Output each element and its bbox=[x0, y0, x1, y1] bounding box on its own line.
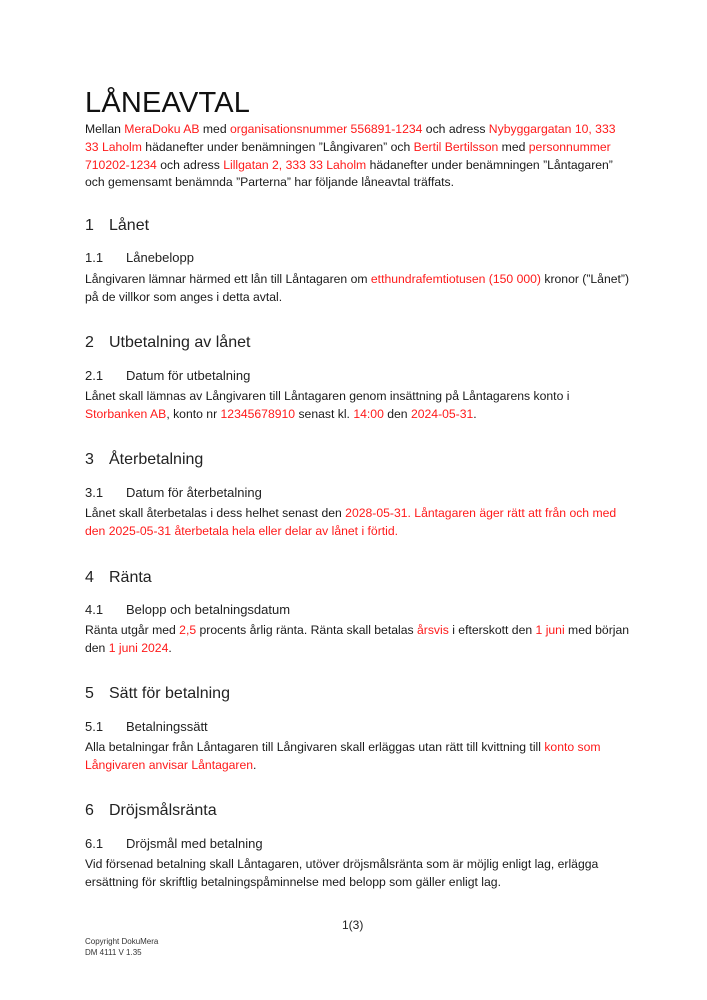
section-number: 4 bbox=[85, 569, 94, 586]
subsection-number: 6.1 bbox=[85, 836, 104, 851]
body-text: . bbox=[168, 640, 172, 655]
body-text: med bbox=[199, 122, 230, 136]
filled-field-text: 12345678910 bbox=[220, 406, 296, 421]
body-text: med bbox=[498, 139, 529, 154]
subsection-number: 3.1 bbox=[85, 485, 104, 500]
body-text: , konto nr bbox=[166, 406, 221, 421]
section-title: Dröjsmålsränta bbox=[109, 802, 217, 819]
section-number: 1 bbox=[85, 217, 94, 234]
subsection-heading bbox=[85, 484, 262, 502]
section-number: 6 bbox=[85, 802, 94, 819]
filled-field-text: årsvis bbox=[416, 623, 449, 637]
body-text: och adress bbox=[156, 157, 224, 172]
subsection-title: Datum för utbetalning bbox=[126, 368, 251, 383]
body-text: den bbox=[383, 406, 411, 421]
body-text: i efterskott den bbox=[448, 623, 536, 637]
subsection-title: Betalningssätt bbox=[126, 719, 208, 734]
section-title: Sätt för betalning bbox=[109, 685, 230, 702]
body-text: och adress bbox=[422, 122, 489, 136]
section-title: Lånet bbox=[109, 217, 150, 234]
subsection-title: Lånebelopp bbox=[126, 250, 194, 265]
body-text: hädanefter under benämningen ”Låntagaren” och gemensamt benämnda ”Parterna” har följande låneavtal träffats. bbox=[85, 157, 613, 190]
copyright-text: Copyright DokuMera bbox=[85, 937, 159, 946]
section-title: Ränta bbox=[109, 569, 152, 586]
intro-paragraph bbox=[85, 121, 630, 192]
filled-field-text: 2028-05-31. Låntagaren äger rätt att från och med den 2025-05-31 återbetala hela eller delar av lånet i förtid. bbox=[85, 506, 617, 538]
section-heading bbox=[85, 216, 149, 236]
section-title: Återbetalning bbox=[109, 451, 204, 468]
document-id: DM 4111 V 1.35 bbox=[85, 948, 142, 957]
section-number: 5 bbox=[85, 685, 94, 702]
filled-field-text: 14:00 bbox=[353, 406, 384, 421]
subsection-number: 4.1 bbox=[85, 602, 104, 617]
section-heading bbox=[85, 568, 152, 588]
body-text: Långivaren lämnar härmed ett lån till Låntagaren om bbox=[85, 272, 371, 286]
body-text: Lånet skall återbetalas i dess helhet senast den bbox=[85, 506, 346, 520]
filled-field-text: Nybyggargatan 10, 333 33 Laholm bbox=[85, 122, 616, 154]
filled-field-text: 2,5 bbox=[179, 623, 197, 637]
filled-field-text: personnummer 710202-1234 bbox=[85, 139, 611, 172]
section-paragraph bbox=[85, 388, 630, 424]
body-text: senast kl. bbox=[295, 406, 354, 421]
body-text: Mellan bbox=[85, 122, 125, 136]
filled-field-text: Lillgatan 2, 333 33 Laholm bbox=[223, 157, 367, 172]
filled-field-text: 2024-05-31 bbox=[410, 406, 474, 421]
subsection-title: Dröjsmål med betalning bbox=[126, 836, 263, 851]
subsection-title: Datum för återbetalning bbox=[126, 485, 262, 500]
filled-field-text: MeraDoku AB bbox=[124, 122, 200, 136]
subsection-heading bbox=[85, 249, 194, 267]
section-heading bbox=[85, 684, 230, 704]
section-heading bbox=[85, 450, 203, 470]
filled-field-text: 1 juni bbox=[535, 623, 565, 637]
filled-field-text: Bertil Bertilsson bbox=[413, 139, 499, 154]
body-text: Lånet skall lämnas av Långivaren till Låntagaren genom insättning på Låntagarens konto i bbox=[85, 389, 570, 403]
section-number: 3 bbox=[85, 451, 94, 468]
document-title: LÅNEAVTAL bbox=[85, 87, 251, 119]
section-paragraph bbox=[85, 505, 630, 541]
section-paragraph bbox=[85, 622, 630, 658]
body-text: procents årlig ränta. Ränta skall betalas bbox=[196, 623, 417, 637]
subsection-number: 2.1 bbox=[85, 368, 104, 383]
subsection-number: 1.1 bbox=[85, 250, 104, 265]
section-heading bbox=[85, 333, 250, 353]
page-number: 1(3) bbox=[342, 918, 364, 932]
body-text: kronor (”Lånet”) på de villkor som anges i detta avtal. bbox=[85, 272, 630, 304]
filled-field-text: Storbanken AB bbox=[85, 406, 167, 421]
subsection-heading bbox=[85, 835, 263, 853]
section-heading bbox=[85, 801, 217, 821]
body-text: . bbox=[253, 757, 257, 772]
filled-field-text: etthundrafemtiotusen (150 000) bbox=[370, 272, 541, 286]
subsection-number: 5.1 bbox=[85, 719, 104, 734]
section-paragraph bbox=[85, 739, 630, 775]
subsection-heading bbox=[85, 718, 208, 736]
subsection-title: Belopp och betalningsdatum bbox=[126, 602, 291, 617]
body-text: hädanefter under benämningen ”Långivaren” och bbox=[141, 139, 414, 154]
section-paragraph bbox=[85, 271, 630, 307]
body-text: . bbox=[473, 406, 477, 421]
body-text: Ränta utgår med bbox=[85, 623, 180, 637]
section-paragraph bbox=[85, 856, 630, 892]
filled-field-text: 1 juni 2024 bbox=[108, 640, 169, 655]
section-title: Utbetalning av lånet bbox=[109, 334, 251, 351]
body-text: Alla betalningar från Låntagaren till Långivaren skall erläggas utan rätt till kvittning till bbox=[85, 740, 545, 754]
filled-field-text: organisationsnummer 556891-1234 bbox=[229, 122, 423, 136]
body-text: Vid försenad betalning skall Låntagaren, utöver dröjsmålsränta som är möjlig enligt lag, erlägga ersättning för skriftlig betalningspåminnelse med belopp som gäller enligt lag. bbox=[85, 857, 599, 889]
section-number: 2 bbox=[85, 334, 94, 351]
filled-field-text: konto som Långivaren anvisar Låntagaren bbox=[85, 740, 601, 772]
subsection-heading bbox=[85, 601, 290, 619]
subsection-heading bbox=[85, 367, 250, 385]
body-text: med början den bbox=[85, 623, 630, 655]
